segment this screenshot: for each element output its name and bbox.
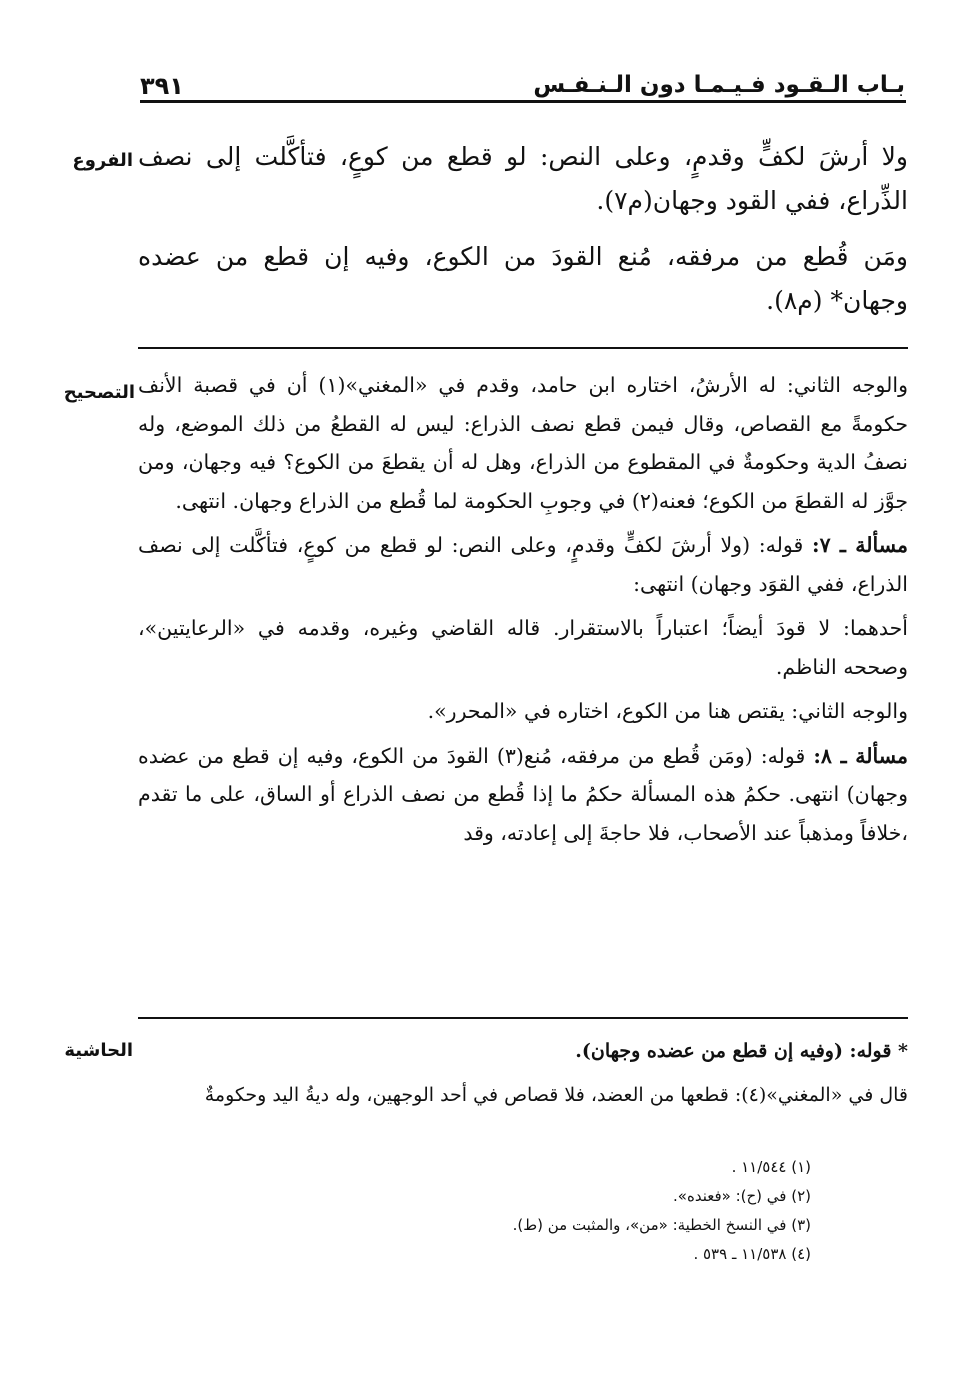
tashih-paragraph: والوجه الثاني: يقتص هنا من الكوع، اختاره في «المحرر».	[427, 699, 908, 723]
footnote: (١) ١١/٥٤٤ .	[731, 1158, 811, 1176]
tashih-paragraph: أحدهما: لا قودَ أيضاً؛ اعتباراً بالاستقرار. قاله القاضي وغيره، وقدمه في «الرعايتين»، وصححه الناظم.	[138, 616, 908, 679]
running-header	[140, 70, 905, 104]
footnote: (٣) في النسخ الخطية: «من»، والمثبت من (ط).	[512, 1216, 811, 1234]
hashiya-paragraph: * قوله: (وفيه إن قطع من عضده وجهان).	[575, 1040, 908, 1062]
hashiya-section	[138, 1036, 908, 1124]
footnotes	[211, 1158, 811, 1274]
furu-paragraph: ولا أرشَ لكفٍّ وقدمٍ، وعلى النص: لو قطع من كوعٍ، فتأكَّلت إلى نصف الذِّراع، ففي القود وجهان(م٧).	[138, 142, 908, 215]
furu-label: الفروع	[72, 150, 133, 171]
tashih-paragraph: والوجه الثاني: له الأرشُ، اختاره ابن حامد، وقدم في «المغني»(١) أن في قصبة الأنف حكومةً مع القصاص، وقال فيمن قطع نصف الذراع: ليس له القطعُ من ذلك الموضع، وله نصفُ الدية وحكومةٌ في المقطوع من الذراع، وهل له أن يقطعَ من الكوع؟ فيه وجهان، ومن جوَّز له القطعَ من الكوع؛ فعنه(٢) في وجوبِ الحكومة لما قُطع من الذراع وجهان. انتهى.	[138, 373, 908, 513]
page-number: ٣٩١	[140, 72, 184, 100]
masala-heading: مسألة ـ ٧:	[812, 533, 909, 557]
hashiya-paragraph: قال في «المغني»(٤): قطعها من العضد، فلا قصاص في أحد الوجهين، وله ديةُ اليد وحكومةٌ	[204, 1084, 908, 1106]
footnote: (٢) في (ح): «فعنده».	[673, 1187, 811, 1205]
footnote: (٤) ١١/٥٣٨ ـ ٥٣٩ .	[693, 1245, 811, 1263]
chapter-title: بـاب الـقـود فـيـمـا دون الـنـفـس	[533, 72, 905, 98]
furu-section	[138, 135, 908, 323]
masala-heading: مسألة ـ ٨:	[813, 743, 909, 768]
section-divider	[138, 347, 908, 349]
hashiya-label: الحاشية	[64, 1040, 133, 1061]
furu-paragraph: ومَن قُطع من مرفقه، مُنع القودَ من الكوع، وفيه إن قطع من عضده وجهان* (م٨).	[138, 242, 908, 315]
header-rule	[140, 100, 906, 103]
tashih-paragraph: مسألة ـ ٧: قوله: (ولا أرشَ لكفٍّ وقدمٍ، وعلى النص: لو قطع من كوعٍ، فتأكَّلت إلى نصف الذراع، ففي القوَد وجهان) انتهى:	[138, 533, 909, 596]
tashih-section	[138, 366, 908, 852]
tashih-paragraph: مسألة ـ ٨: قوله: (ومَن قُطع من مرفقه، مُنع(٣) القودَ من الكوع، وفيه إن قطع من عضده وجهان) انتهى. حكمُ هذه المسألة حكمُ ما إذا قُطع من نصف الذراع أو الساق، على ما تقدم ،خلافاً ومذهباً عند الأصحاب، فلا حاجةَ إلى إعادته، وقد	[138, 743, 909, 845]
section-divider	[138, 1017, 908, 1019]
tashih-label: التصحيح	[63, 382, 135, 403]
